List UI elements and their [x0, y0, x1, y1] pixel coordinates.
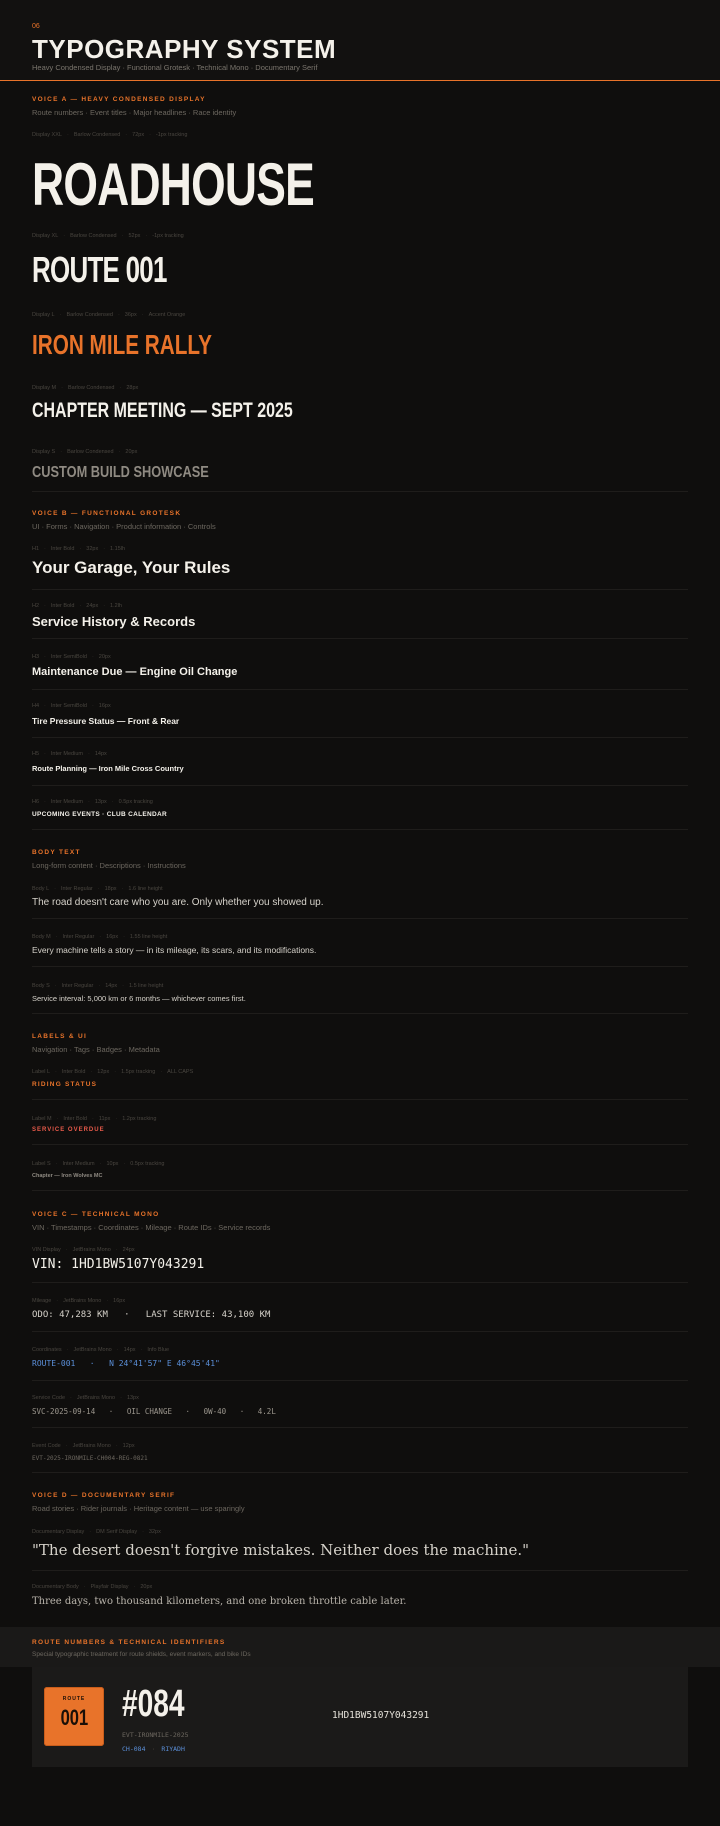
page-subtitle: Heavy Condensed Display · Functional Grotesk · Technical Mono · Documentary Serif [32, 63, 318, 72]
route-shield-label: ROUTE [62, 1696, 86, 1702]
big-route-number: #084 [122, 1683, 185, 1725]
divider [32, 491, 688, 492]
h3-sample: Maintenance Due — Engine Oil Change [32, 666, 238, 678]
sample-meta: H4· Inter SemiBold· 16px [32, 703, 111, 709]
display-l-sample: IRON MILE RALLY [32, 329, 212, 360]
divider [32, 1472, 688, 1473]
riding-status-label: RIDING STATUS [32, 1081, 98, 1088]
route-numbers-label: ROUTE NUMBERS & TECHNICAL IDENTIFIERS [32, 1639, 226, 1646]
voice-a-sub: Route numbers · Event titles · Major headlines · Race identity [32, 108, 237, 117]
route-numbers-section [0, 1627, 720, 1667]
divider [32, 918, 688, 919]
sample-meta: Label M· Inter Bold· 11px· 1.2px tracking [32, 1116, 156, 1122]
service-code-sample: SVC-2025-09-14 · OIL CHANGE · 0W-40 · 4.2L [32, 1407, 276, 1416]
route-shield [44, 1687, 104, 1746]
sample-meta: Service Code· JetBrains Mono· 13px [32, 1395, 139, 1401]
vin-display-sample: VIN: 1HD1BW5107Y043291 [32, 1257, 205, 1272]
divider [32, 737, 688, 738]
divider [32, 689, 688, 690]
body-l-sample: The road doesn't care who you are. Only whether you showed up. [32, 897, 324, 908]
h5-sample: Route Planning — Iron Mile Cross Country [32, 764, 184, 773]
body-s-sample: Service interval: 5,000 km or 6 months — whichever comes first. [32, 994, 246, 1003]
page-number: 06 [32, 23, 40, 30]
sample-meta: Display XL· Barlow Condensed· 52px· -1px tracking [32, 233, 184, 239]
sample-meta: Documentary Display· DM Serif Display· 32px [32, 1529, 161, 1535]
sample-meta: Event Code· JetBrains Mono· 12px [32, 1443, 135, 1449]
sample-meta: Display M· Barlow Condensed· 28px [32, 385, 138, 391]
divider [32, 1427, 688, 1428]
sample-meta: Body S· Inter Regular· 14px· 1.5 line height [32, 983, 163, 989]
documentary-body-sample: Three days, two thousand kilometers, and one broken throttle cable later. [32, 1596, 407, 1607]
sample-meta: Documentary Body· Playfair Display· 20px [32, 1584, 152, 1590]
voice-d-label: VOICE D — DOCUMENTARY SERIF [32, 1492, 176, 1499]
sample-meta: Label L· Inter Bold· 12px· 1.5px tracking· ALL CAPS [32, 1069, 193, 1075]
vin-identifier: 1HD1BW5107Y043291 [332, 1710, 430, 1721]
chapter-code: CH-084 [122, 1745, 146, 1753]
location-code: RIYADH [161, 1745, 185, 1753]
body-m-sample: Every machine tells a story — in its mileage, its scars, and its modifications. [32, 945, 317, 955]
divider [32, 589, 688, 590]
divider [32, 1282, 688, 1283]
sample-meta: H5· Inter Medium· 14px [32, 751, 107, 757]
mileage-sample: ODO: 47,283 KM · LAST SERVICE: 43,100 KM [32, 1310, 271, 1320]
divider [32, 1144, 688, 1145]
event-code-sample: EVT-2025-IRONMILE-CH004-REG-0821 [32, 1455, 148, 1462]
voice-b-sub: UI · Forms · Navigation · Product information · Controls [32, 522, 216, 531]
sample-meta: H6· Inter Medium· 13px· 0.5px tracking [32, 799, 153, 805]
sample-meta: Label S· Inter Medium· 10px· 0.5px tracking [32, 1161, 164, 1167]
route-numbers-sub: Special typographic treatment for route shields, event markers, and bike IDs [32, 1651, 251, 1658]
divider [32, 1570, 688, 1571]
sample-meta: Display S· Barlow Condensed· 20px [32, 449, 137, 455]
voice-c-label: VOICE C — TECHNICAL MONO [32, 1211, 160, 1218]
route-shield-number: 001 [60, 1705, 88, 1730]
body-text-label: BODY TEXT [32, 849, 81, 856]
display-xl-sample: ROUTE 001 [32, 249, 167, 290]
voice-c-sub: VIN · Timestamps · Coordinates · Mileage · Route IDs · Service records [32, 1223, 271, 1232]
labels-ui-label: LABELS & UI [32, 1033, 88, 1040]
sample-meta: H2· Inter Bold· 24px· 1.2lh [32, 603, 122, 609]
divider [32, 1380, 688, 1381]
divider [32, 1331, 688, 1332]
h6-sample: UPCOMING EVENTS · CLUB CALENDAR [32, 811, 167, 818]
body-text-sub: Long-form content · Descriptions · Instructions [32, 861, 186, 870]
route-card [32, 1667, 688, 1767]
sample-meta: Display XXL· Barlow Condensed· 72px· -1px tracking [32, 132, 187, 138]
display-m-sample: CHAPTER MEETING — SEPT 2025 [32, 399, 293, 422]
divider [32, 1013, 688, 1014]
display-s-sample: CUSTOM BUILD SHOWCASE [32, 464, 209, 481]
voice-b-label: VOICE B — FUNCTIONAL GROTESK [32, 510, 182, 517]
voice-a-label: VOICE A — HEAVY CONDENSED DISPLAY [32, 96, 206, 103]
event-code: EVT-IRONMILE-2025 [122, 1731, 189, 1739]
voice-d-sub: Road stories · Rider journals · Heritage content — use sparingly [32, 1504, 245, 1513]
divider [32, 1190, 688, 1191]
sample-meta: Body M· Inter Regular· 16px· 1.55 line height [32, 934, 167, 940]
sample-meta: H3· Inter SemiBold· 20px [32, 654, 111, 660]
divider [32, 638, 688, 639]
divider [32, 829, 688, 830]
h4-sample: Tire Pressure Status — Front & Rear [32, 716, 180, 726]
service-overdue-label: SERVICE OVERDUE [32, 1127, 105, 1133]
chapter-location [122, 1745, 185, 1753]
h1-sample: Your Garage, Your Rules [32, 558, 231, 577]
big-route-number-wrap [122, 1684, 207, 1724]
display-xxl-sample: ROADHOUSE [32, 151, 314, 218]
separator-dot: · [151, 1745, 156, 1753]
h2-sample: Service History & Records [32, 614, 196, 629]
documentary-display-sample: "The desert doesn't forgive mistakes. Neither does the machine." [32, 1541, 530, 1559]
chapter-label: Chapter — Iron Wolves MC [32, 1173, 103, 1179]
sample-meta: H1· Inter Bold· 32px· 1.15lh [32, 546, 125, 552]
sample-meta: Coordinates· JetBrains Mono· 14px· Info Blue [32, 1347, 169, 1353]
divider [32, 1099, 688, 1100]
route-shield-number-wrap [44, 1706, 104, 1730]
page-header [0, 0, 720, 81]
labels-ui-sub: Navigation · Tags · Badges · Metadata [32, 1045, 160, 1054]
sample-meta: Mileage· JetBrains Mono· 16px [32, 1298, 125, 1304]
sample-meta: Display L· Barlow Condensed· 36px· Accent Orange [32, 312, 185, 318]
sample-meta: Body L· Inter Regular· 18px· 1.6 line height [32, 886, 163, 892]
divider [32, 966, 688, 967]
divider [32, 785, 688, 786]
coordinates-sample: ROUTE-001 · N 24°41'57" E 46°45'41" [32, 1359, 220, 1368]
page-title: TYPOGRAPHY SYSTEM [32, 34, 337, 64]
sample-meta: VIN Display· JetBrains Mono· 24px [32, 1247, 135, 1253]
